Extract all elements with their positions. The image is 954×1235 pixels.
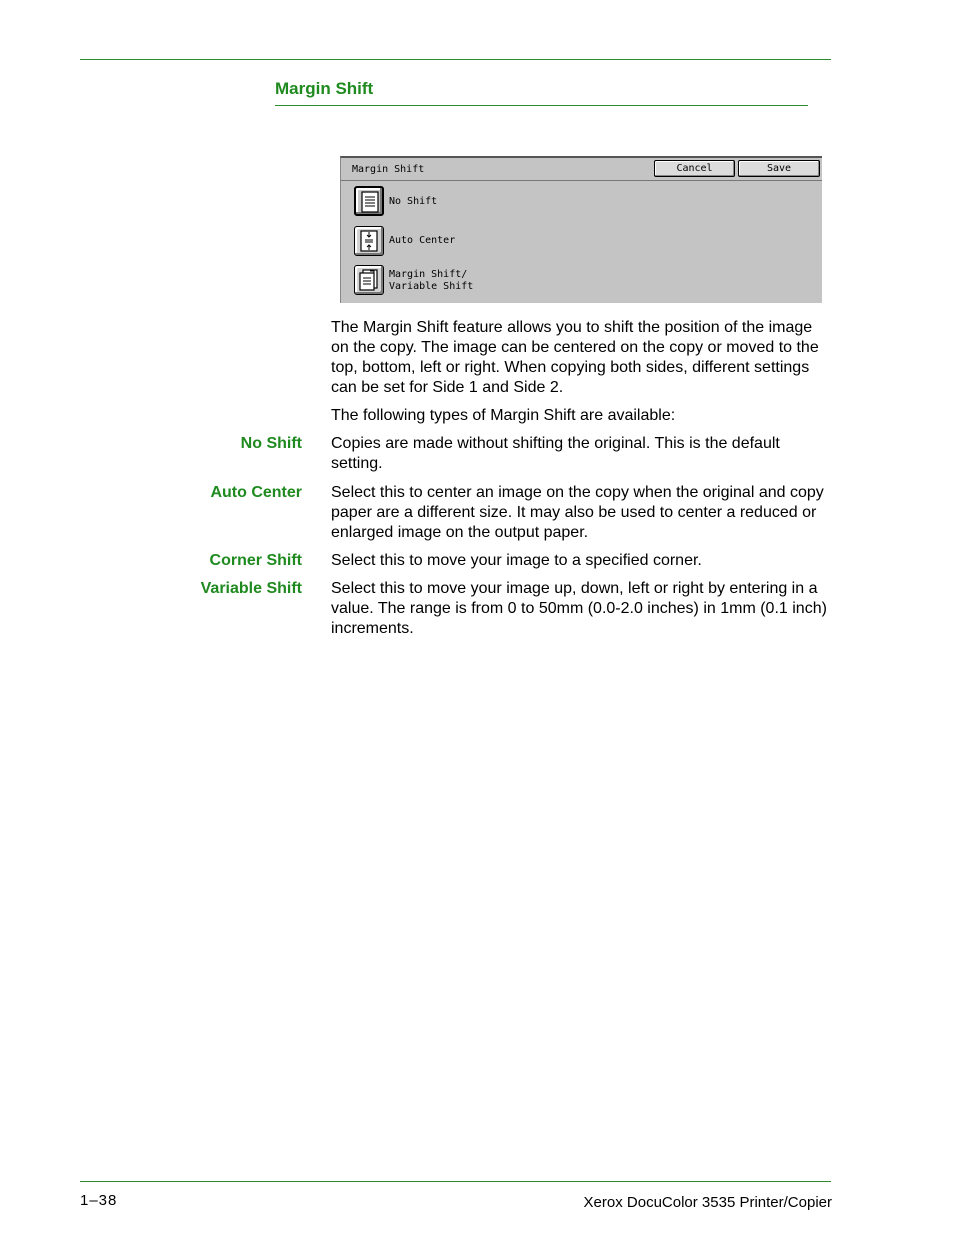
term-no-shift: No Shift — [240, 435, 302, 452]
term-auto-center: Auto Center — [210, 484, 302, 501]
term-variable-shift: Variable Shift — [200, 580, 302, 597]
margin-shift-label: Margin Shift/ Variable Shift — [389, 269, 474, 292]
screen-titlebar — [341, 158, 822, 181]
auto-center-label: Auto Center — [389, 235, 456, 246]
cancel-button[interactable]: Cancel — [654, 160, 735, 177]
section-title-rule — [275, 105, 808, 106]
margin-shift-button[interactable] — [354, 265, 384, 295]
margin-shift-icon — [358, 269, 380, 291]
types-intro: The following types of Margin Shift are available: — [331, 407, 676, 424]
definition-auto-center: Select this to center an image on the copy when the original and copy paper are a different size. It may also be used to center a reduced or enlarged image on the output paper. — [331, 484, 824, 541]
screen-title: Margin Shift — [352, 164, 425, 175]
section-title: Margin Shift — [275, 79, 374, 98]
save-button[interactable]: Save — [738, 160, 820, 177]
page-number: 1–38 — [80, 1192, 118, 1209]
no-shift-label: No Shift — [389, 196, 438, 207]
product-name: Xerox DocuColor 3535 Printer/Copier — [583, 1194, 832, 1211]
no-shift-icon — [359, 191, 381, 213]
auto-center-icon — [358, 230, 380, 252]
margin-shift-screen — [340, 156, 822, 303]
no-shift-button[interactable] — [354, 186, 384, 216]
definition-variable-shift: Select this to move your image up, down, left or right by entering in a value. The range is from 0 to 50mm (0.0-2.0 inches) in 1mm (0.1 inch) increments. — [331, 580, 827, 637]
auto-center-button[interactable] — [354, 226, 384, 256]
footer-rule — [80, 1181, 831, 1182]
term-corner-shift: Corner Shift — [209, 552, 302, 569]
definition-corner-shift: Select this to move your image to a specified corner. — [331, 552, 702, 569]
intro-paragraph: The Margin Shift feature allows you to shift the position of the image on the copy. The image can be centered on the copy or moved to the top, bottom, left or right. When copying both sides, different settings can be set for Side 1 and Side 2. — [331, 319, 819, 396]
definition-no-shift: Copies are made without shifting the original. This is the default setting. — [331, 435, 780, 472]
header-rule — [80, 59, 831, 60]
